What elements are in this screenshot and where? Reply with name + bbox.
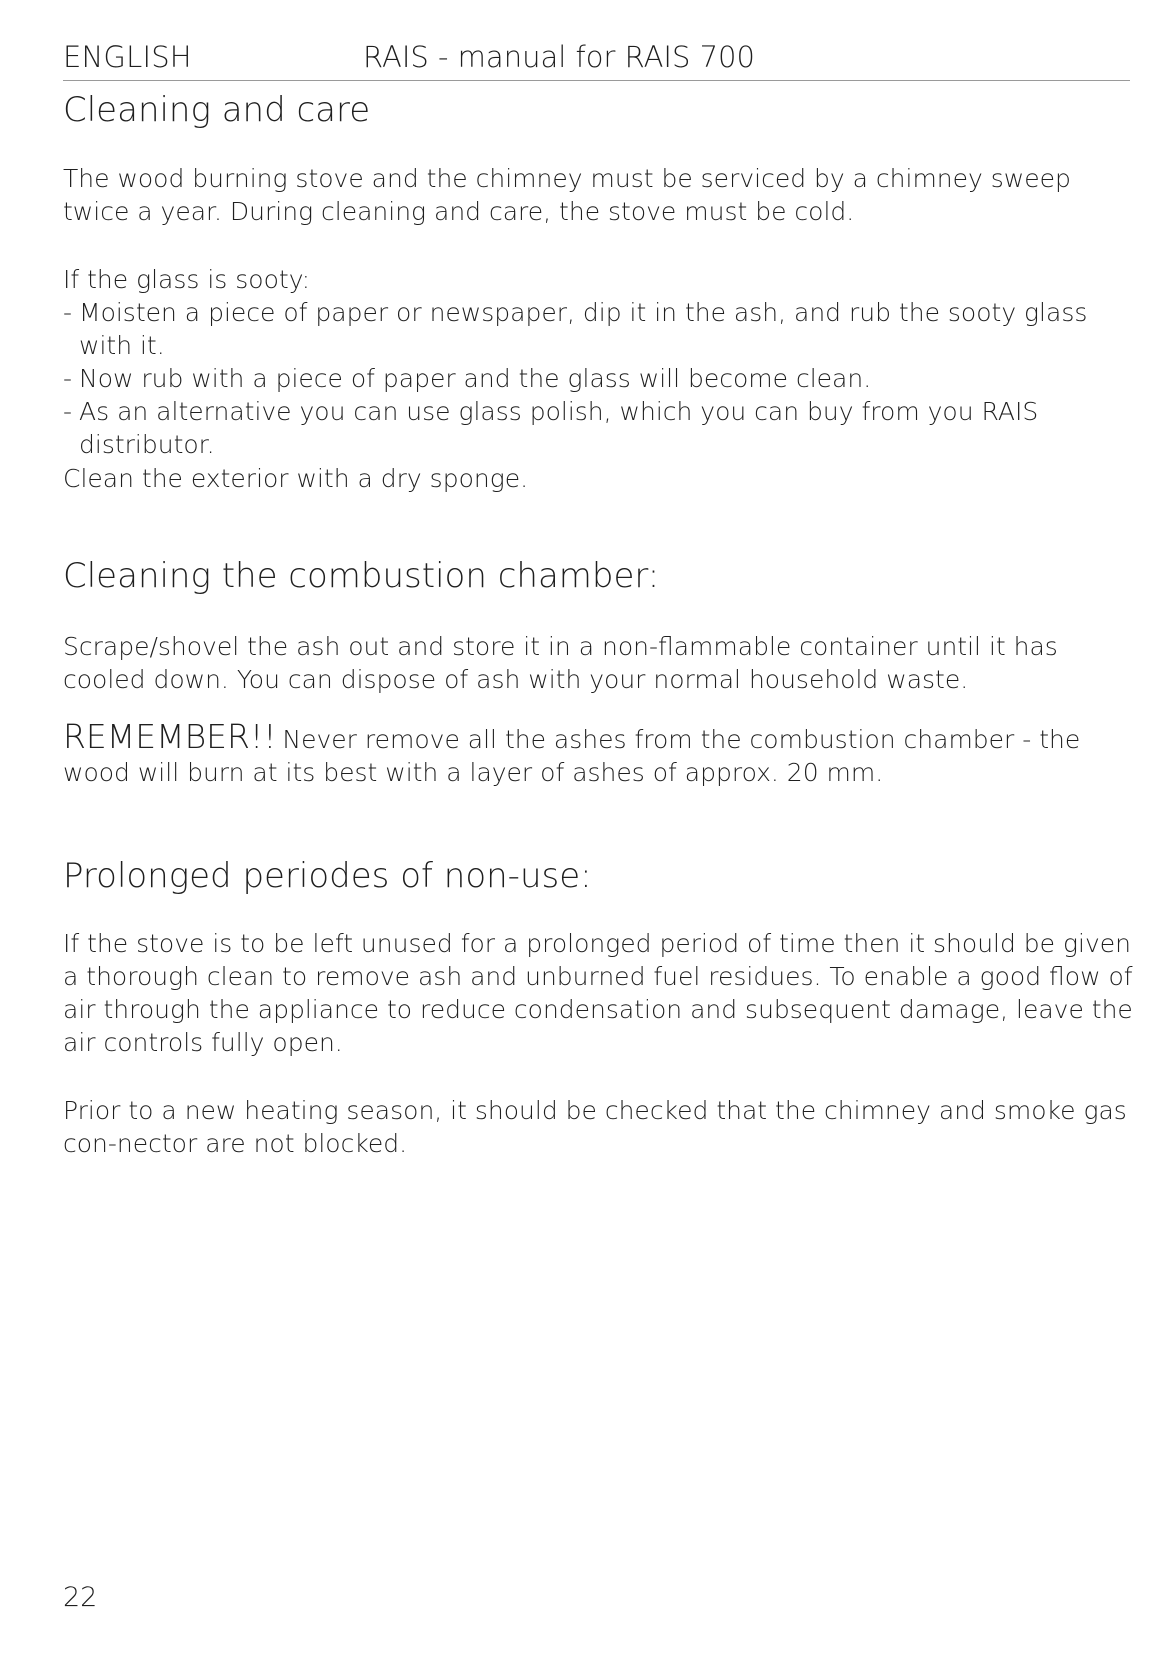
remember-note (63, 717, 1138, 789)
language-label: ENGLISH (63, 40, 192, 74)
combustion-paragraph: Scrape/shovel the ash out and store it in a non-flammable container until it has cooled down. You can dispose of ash with your normal household waste. (63, 632, 1058, 694)
section-title-cleaning-care: Cleaning and care (63, 90, 371, 130)
prolonged-paragraph: If the stove is to be left unused for a prolonged period of time then it should be given a thorough clean to remove ash and unburned fuel residues. To enable a good flow of air through the appliance to reduce condensation and subsequent damage, leave the air controls fully open. (63, 929, 1133, 1057)
exterior-cleaning-text: Clean the exterior with a dry sponge. (63, 464, 529, 493)
list-item: - Moisten a piece of paper or newspaper, dip it in the ash, and rub the sooty glass with it. (63, 296, 1143, 362)
list-item: - Now rub with a piece of paper and the glass will become clean. (63, 362, 1143, 395)
cleaning-intro-paragraph: The wood burning stove and the chimney must be serviced by a chimney sweep twice a year. During cleaning and care, the stove must be cold. (63, 164, 1071, 226)
section-title-combustion: Cleaning the combustion chamber: (63, 556, 660, 596)
page-number: 22 (63, 1582, 98, 1613)
manual-title: RAIS - manual for RAIS 700 (363, 40, 755, 74)
section-title-prolonged: Prolonged periodes of non-use: (63, 856, 592, 896)
remember-text: Never remove all the ashes from the combustion chamber - the wood will burn at its best with a layer of ashes of approx. 20 mm. (63, 725, 1081, 787)
remember-heading: REMEMBER!! (63, 717, 277, 756)
heating-season-paragraph: Prior to a new heating season, it should be checked that the chimney and smoke gas con-nector are not blocked. (63, 1096, 1127, 1158)
glass-lead-text: If the glass is sooty: (63, 265, 311, 294)
page-header (63, 40, 1130, 81)
list-item: - As an alternative you can use glass polish, which you can buy from you RAIS distributor. (63, 395, 1143, 461)
glass-cleaning-steps (63, 296, 1143, 461)
